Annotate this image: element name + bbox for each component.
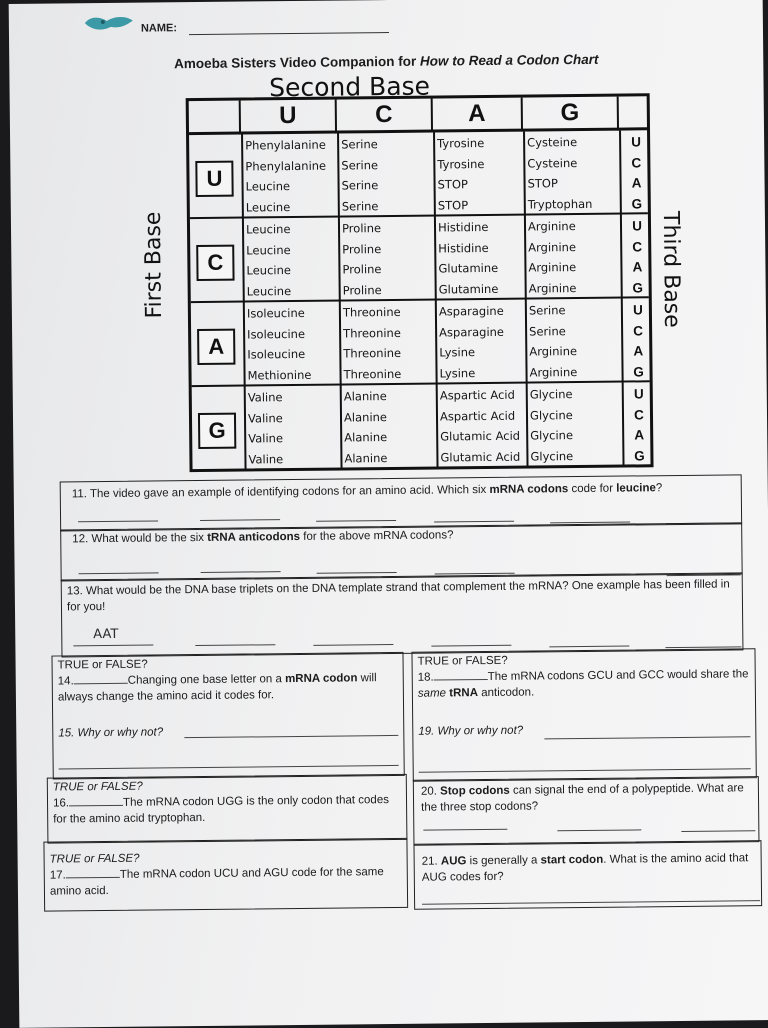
- amino-acid-gcg: Alanine: [344, 450, 388, 465]
- question-16: TRUE or FALSE? 16. The mRNA codon UGG is the only codon that codes for the amino acid tryptophan.: [52, 780, 390, 826]
- third-base-g-c: C: [634, 406, 644, 422]
- amino-acid-cgc: Arginine: [528, 239, 577, 255]
- amino-acid-aac: Asparagine: [439, 324, 505, 339]
- amino-acid-aug: Methionine: [247, 367, 312, 382]
- amino-acid-gug: Valine: [248, 451, 284, 466]
- third-base-a-g: G: [633, 363, 644, 379]
- amino-acid-aaa: Lysine: [439, 345, 476, 360]
- amino-acid-ugu: Cysteine: [527, 135, 578, 150]
- third-base-g-u: U: [633, 386, 644, 402]
- third-base-u-g: G: [631, 195, 643, 211]
- amino-acid-gcu: Alanine: [343, 389, 387, 404]
- amino-acid-cac: Histidine: [438, 240, 489, 255]
- amino-acid-aca: Threonine: [343, 345, 402, 361]
- third-base-c-c: C: [632, 238, 643, 254]
- amino-acid-gga: Glycine: [530, 428, 574, 443]
- third-base-u-a: A: [631, 175, 642, 191]
- q13-example-answer: AAT: [93, 626, 119, 643]
- amino-acid-caa: Glutamine: [438, 260, 499, 276]
- amino-acid-ggg: Glycine: [530, 448, 574, 464]
- amino-acid-cua: Leucine: [246, 263, 291, 278]
- second-base-label: Second Base: [268, 71, 431, 103]
- question-21: 21. AUG is generally a start codon. What is the amino acid that AUG codes for?: [421, 852, 749, 884]
- third-base-a-u: U: [632, 302, 643, 318]
- amino-acid-uga: STOP: [527, 176, 558, 191]
- amino-acid-ucg: Serine: [341, 198, 379, 213]
- amino-acid-gau: Aspartic Acid: [439, 387, 515, 403]
- amino-acid-cga: Arginine: [528, 260, 577, 275]
- amino-acid-cau: Histidine: [437, 219, 489, 235]
- amino-acid-gaa: Glutamic Acid: [440, 428, 521, 444]
- amino-acid-cug: Leucine: [246, 283, 292, 298]
- amino-acid-ggc: Glycine: [529, 407, 573, 423]
- amino-acid-uua: Leucine: [245, 179, 291, 194]
- amino-acid-cag: Glutamine: [438, 281, 499, 296]
- amino-acid-auc: Isoleucine: [247, 326, 306, 341]
- amino-acid-cca: Proline: [342, 262, 382, 277]
- question-13: 13. What would be the DNA base triplets on the DNA template strand that complement the mRNA? One example has been filled in for you!: [66, 578, 730, 614]
- amino-acid-agc: Serine: [529, 323, 566, 339]
- column-header-g: G: [523, 97, 619, 132]
- third-base-c-a: A: [632, 259, 643, 275]
- amino-acid-gac: Aspartic Acid: [439, 408, 516, 423]
- amino-acid-ccu: Proline: [341, 221, 382, 236]
- amino-acid-cgg: Arginine: [528, 280, 577, 296]
- third-base-label: Third Base: [657, 210, 685, 328]
- amino-acid-guc: Valine: [247, 410, 283, 425]
- question-12: 12. What would be the six tRNA anticodons for the above mRNA codons?: [72, 529, 454, 546]
- question-19: 19. Why or why not?: [418, 724, 524, 738]
- amino-acid-uau: Tyrosine: [437, 136, 485, 151]
- third-base-a-a: A: [633, 343, 644, 359]
- question-15: 15. Why or why not?: [58, 726, 164, 740]
- amino-acid-uag: STOP: [437, 197, 469, 212]
- amino-acid-uuu: Phenylalanine: [245, 137, 326, 153]
- amino-acid-aua: Isoleucine: [247, 346, 306, 362]
- amino-acid-uca: Serine: [341, 178, 379, 193]
- amino-acid-uac: Tyrosine: [437, 156, 485, 171]
- amino-acid-auu: Isoleucine: [246, 305, 305, 321]
- third-base-g-g: G: [634, 447, 645, 463]
- question-18: TRUE or FALSE? 18. The mRNA codons GCU and GCC would share the same tRNA anticodon.: [417, 654, 749, 700]
- amino-acid-gag: Glutamic Acid: [440, 449, 521, 464]
- amino-acid-uaa: STOP: [437, 177, 468, 192]
- first-base-c: C: [196, 245, 234, 281]
- amino-acid-ggu: Glycine: [529, 387, 573, 402]
- amino-acid-uuc: Phenylalanine: [245, 158, 327, 174]
- question-20: 20. Stop codons can signal the end of a polypeptide. What are the three stop codons?: [420, 782, 744, 814]
- third-base-c-u: U: [632, 218, 642, 234]
- amoeba-sisters-logo-icon: [81, 11, 137, 36]
- question-17: TRUE or FALSE? 17. The mRNA codon UCU and AGU code for the same amino acid.: [49, 852, 384, 898]
- amino-acid-ucu: Serine: [341, 137, 378, 152]
- amino-acid-agg: Arginine: [529, 364, 578, 380]
- first-base-g: G: [198, 413, 236, 449]
- amino-acid-cuc: Leucine: [246, 242, 291, 258]
- amino-acid-ccg: Proline: [342, 282, 382, 297]
- name-label: NAME:: [140, 22, 178, 35]
- amino-acid-ugg: Tryptophan: [527, 196, 593, 212]
- third-base-u-c: C: [631, 154, 642, 170]
- first-base-a: A: [197, 329, 235, 365]
- amino-acid-acg: Threonine: [343, 366, 402, 381]
- amino-acid-cuu: Leucine: [245, 222, 291, 237]
- third-base-c-g: G: [632, 279, 643, 295]
- amino-acid-cgu: Arginine: [527, 219, 576, 234]
- amino-acid-aau: Asparagine: [438, 303, 504, 319]
- third-base-u-u: U: [631, 134, 642, 150]
- third-base-a-c: C: [633, 322, 644, 338]
- amino-acid-acc: Threonine: [343, 325, 401, 340]
- worksheet-page: [9, 0, 768, 1028]
- amino-acid-agu: Serine: [528, 303, 566, 318]
- column-header-c: C: [337, 99, 433, 134]
- amino-acid-ccc: Proline: [342, 241, 382, 256]
- amino-acid-ucc: Serine: [341, 157, 379, 173]
- amino-acid-gua: Valine: [248, 431, 284, 446]
- first-base-label: First Base: [140, 211, 167, 319]
- column-header-a: A: [433, 98, 523, 133]
- chart-corner: [189, 101, 241, 136]
- amino-acid-guu: Valine: [247, 390, 283, 405]
- amino-acid-gca: Alanine: [344, 430, 388, 445]
- page-title: Amoeba Sisters Video Companion for How to Read a Codon Chart: [174, 51, 599, 72]
- name-field[interactable]: [189, 32, 389, 35]
- codon-chart: [186, 93, 654, 472]
- question-14: TRUE or FALSE? 14. Changing one base letter on a mRNA codon will always change the amino acid it codes for.: [57, 658, 377, 704]
- amino-acid-aga: Arginine: [529, 344, 578, 359]
- amino-acid-uug: Leucine: [245, 199, 291, 215]
- amino-acid-ugc: Cysteine: [527, 155, 578, 171]
- amino-acid-acu: Threonine: [342, 304, 401, 320]
- column-header-u: U: [241, 100, 337, 135]
- question-11: 11. The video gave an example of identifying codons for an amino acid. Which six mRNA codons code for leucine?: [71, 482, 663, 501]
- third-base-g-a: A: [634, 427, 645, 443]
- first-base-u: U: [195, 161, 233, 197]
- amino-acid-gcc: Alanine: [343, 409, 388, 424]
- amino-acid-aag: Lysine: [439, 365, 476, 380]
- chart-corner-right: [619, 96, 647, 130]
